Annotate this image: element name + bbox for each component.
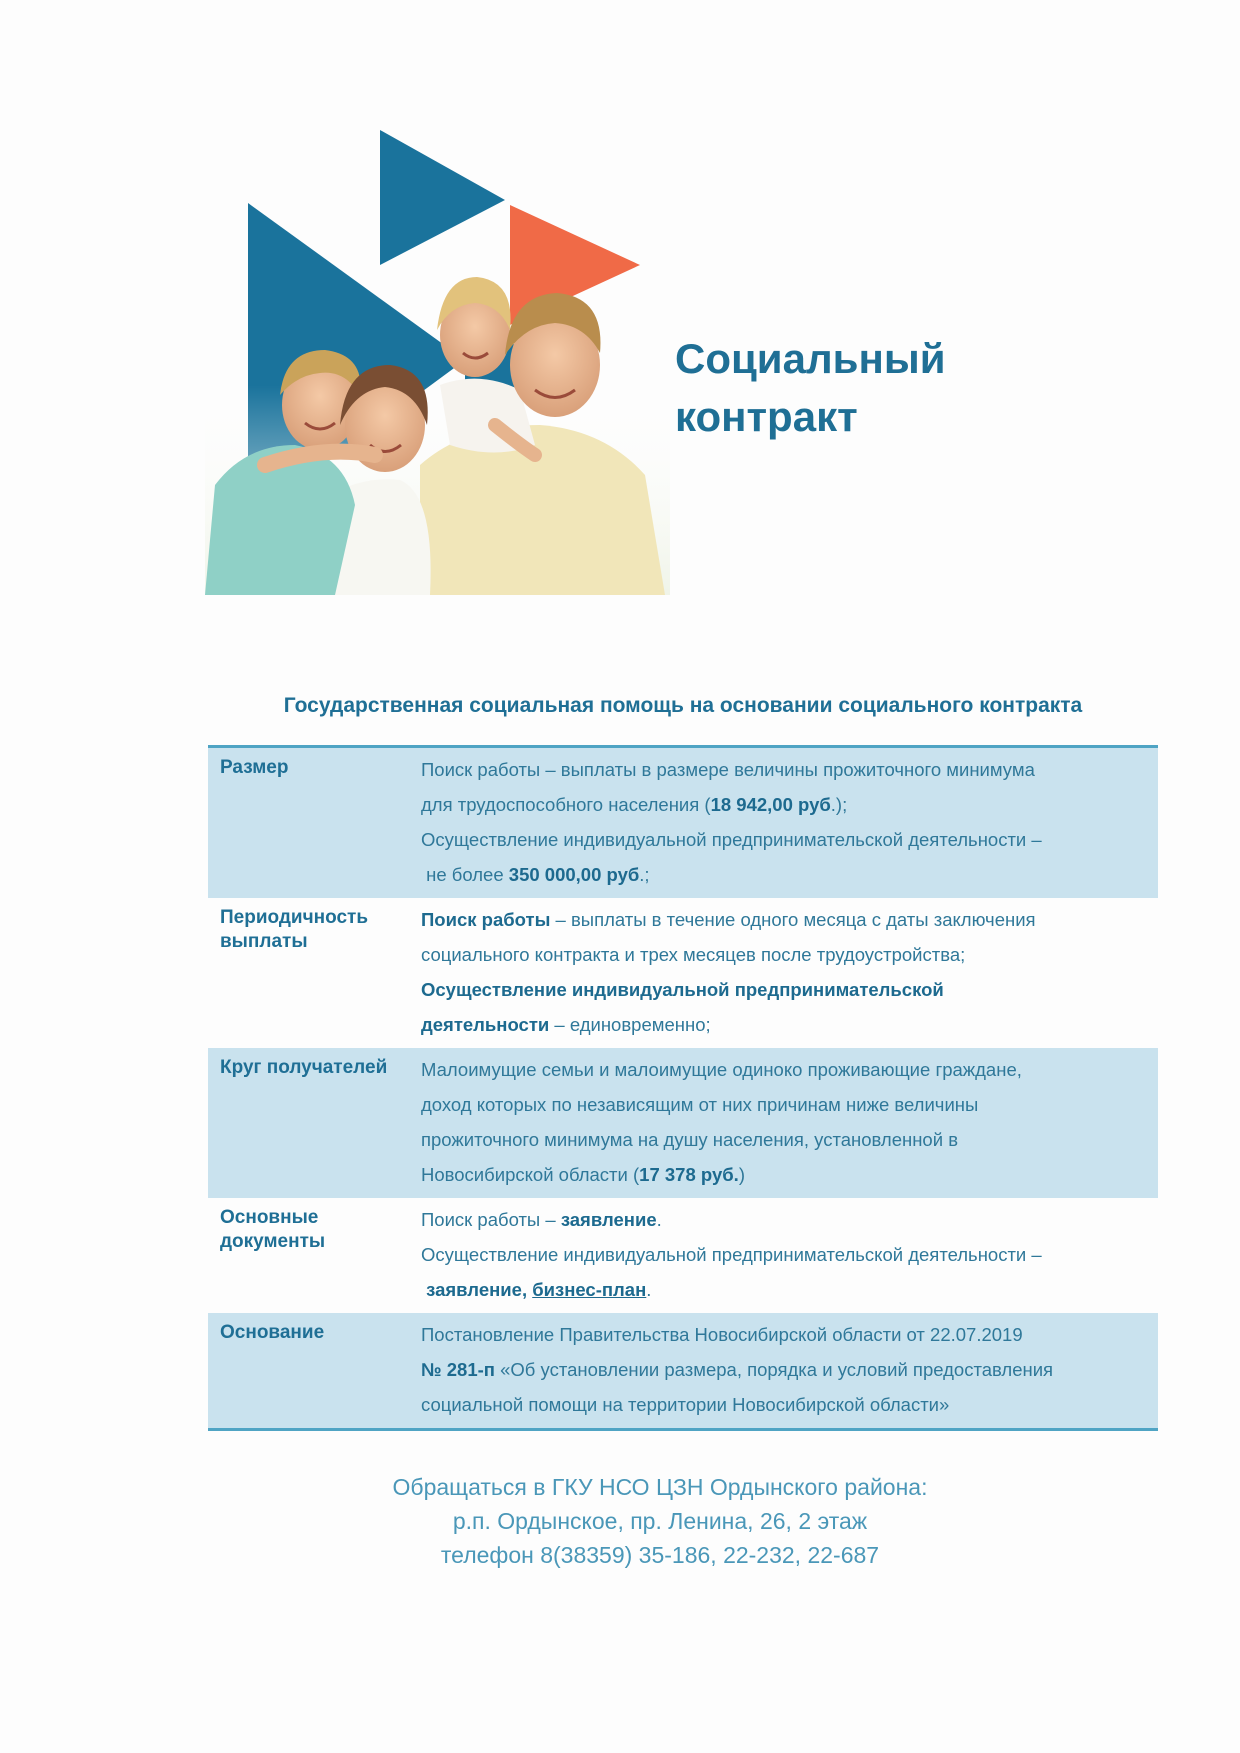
row-value bbox=[413, 1313, 1158, 1428]
value-line: социальной помощи на территории Новосибирской области» bbox=[421, 1394, 950, 1415]
value-line: для трудоспособного населения (18 942,00 руб.); bbox=[421, 794, 848, 815]
value-line: Поиск работы – выплаты в течение одного месяца с даты заключения bbox=[421, 909, 1036, 930]
value-line: Осуществление индивидуальной предпринимательской деятельности – bbox=[421, 829, 1042, 850]
value-line: Постановление Правительства Новосибирской области от 22.07.2019 bbox=[421, 1324, 1023, 1345]
value-line: Поиск работы – заявление. bbox=[421, 1209, 662, 1230]
value-line: социального контракта и трех месяцев после трудоустройства; bbox=[421, 944, 966, 965]
value-line: доход которых по независящим от них причинам ниже величины bbox=[421, 1094, 979, 1115]
value-line: Поиск работы – выплаты в размере величины прожиточного минимума bbox=[421, 759, 1035, 780]
section-title: Государственная социальная помощь на основании социального контракта bbox=[283, 694, 1083, 717]
row-label: Основные документы bbox=[220, 1207, 326, 1252]
row-label: Основание bbox=[220, 1322, 325, 1343]
value-line: № 281-п «Об установлении размера, порядка и условий предоставления bbox=[421, 1359, 1054, 1380]
row-label: Периодичность выплаты bbox=[220, 907, 369, 952]
value-line: Новосибирской области (17 378 руб.) bbox=[421, 1164, 745, 1185]
brand-title-line2: контракт bbox=[675, 393, 858, 440]
table-row-basis bbox=[208, 1313, 1158, 1428]
table-row-recipients bbox=[208, 1048, 1158, 1198]
table-row-documents bbox=[208, 1198, 1158, 1313]
brand-title-line1: Социальный bbox=[675, 335, 946, 382]
table-row-size bbox=[208, 748, 1158, 898]
row-value bbox=[413, 1198, 1158, 1313]
brand-title bbox=[675, 330, 946, 446]
value-line: прожиточного минимума на душу населения, установленной в bbox=[421, 1129, 959, 1150]
row-label: Размер bbox=[220, 757, 289, 778]
row-value bbox=[413, 898, 1158, 1048]
info-table bbox=[208, 745, 1158, 1431]
value-line: не более 350 000,00 руб.; bbox=[426, 864, 650, 885]
hero-banner bbox=[205, 125, 1005, 595]
contacts-block bbox=[300, 1470, 1020, 1572]
value-line: заявление, бизнес-план. bbox=[426, 1279, 652, 1300]
value-line: деятельности – единовременно; bbox=[421, 1014, 711, 1035]
contacts-phone: телефон 8(38359) 35-186, 22-232, 22-687 bbox=[440, 1542, 880, 1568]
row-value bbox=[413, 748, 1158, 898]
row-value bbox=[413, 1048, 1158, 1198]
row-label: Круг получателей bbox=[220, 1057, 388, 1078]
value-line: Малоимущие семьи и малоимущие одиноко проживающие граждане, bbox=[421, 1059, 1022, 1080]
value-line: Осуществление индивидуальной предпринимательской деятельности – bbox=[421, 1244, 1042, 1265]
contacts-line1: Обращаться в ГКУ НСО ЦЗН Ордынского района: bbox=[392, 1474, 928, 1500]
contacts-address: р.п. Ордынское, пр. Ленина, 26, 2 этаж bbox=[452, 1508, 868, 1534]
value-line: Осуществление индивидуальной предпринимательской bbox=[421, 979, 944, 1000]
table-row-periodicity bbox=[208, 898, 1158, 1048]
